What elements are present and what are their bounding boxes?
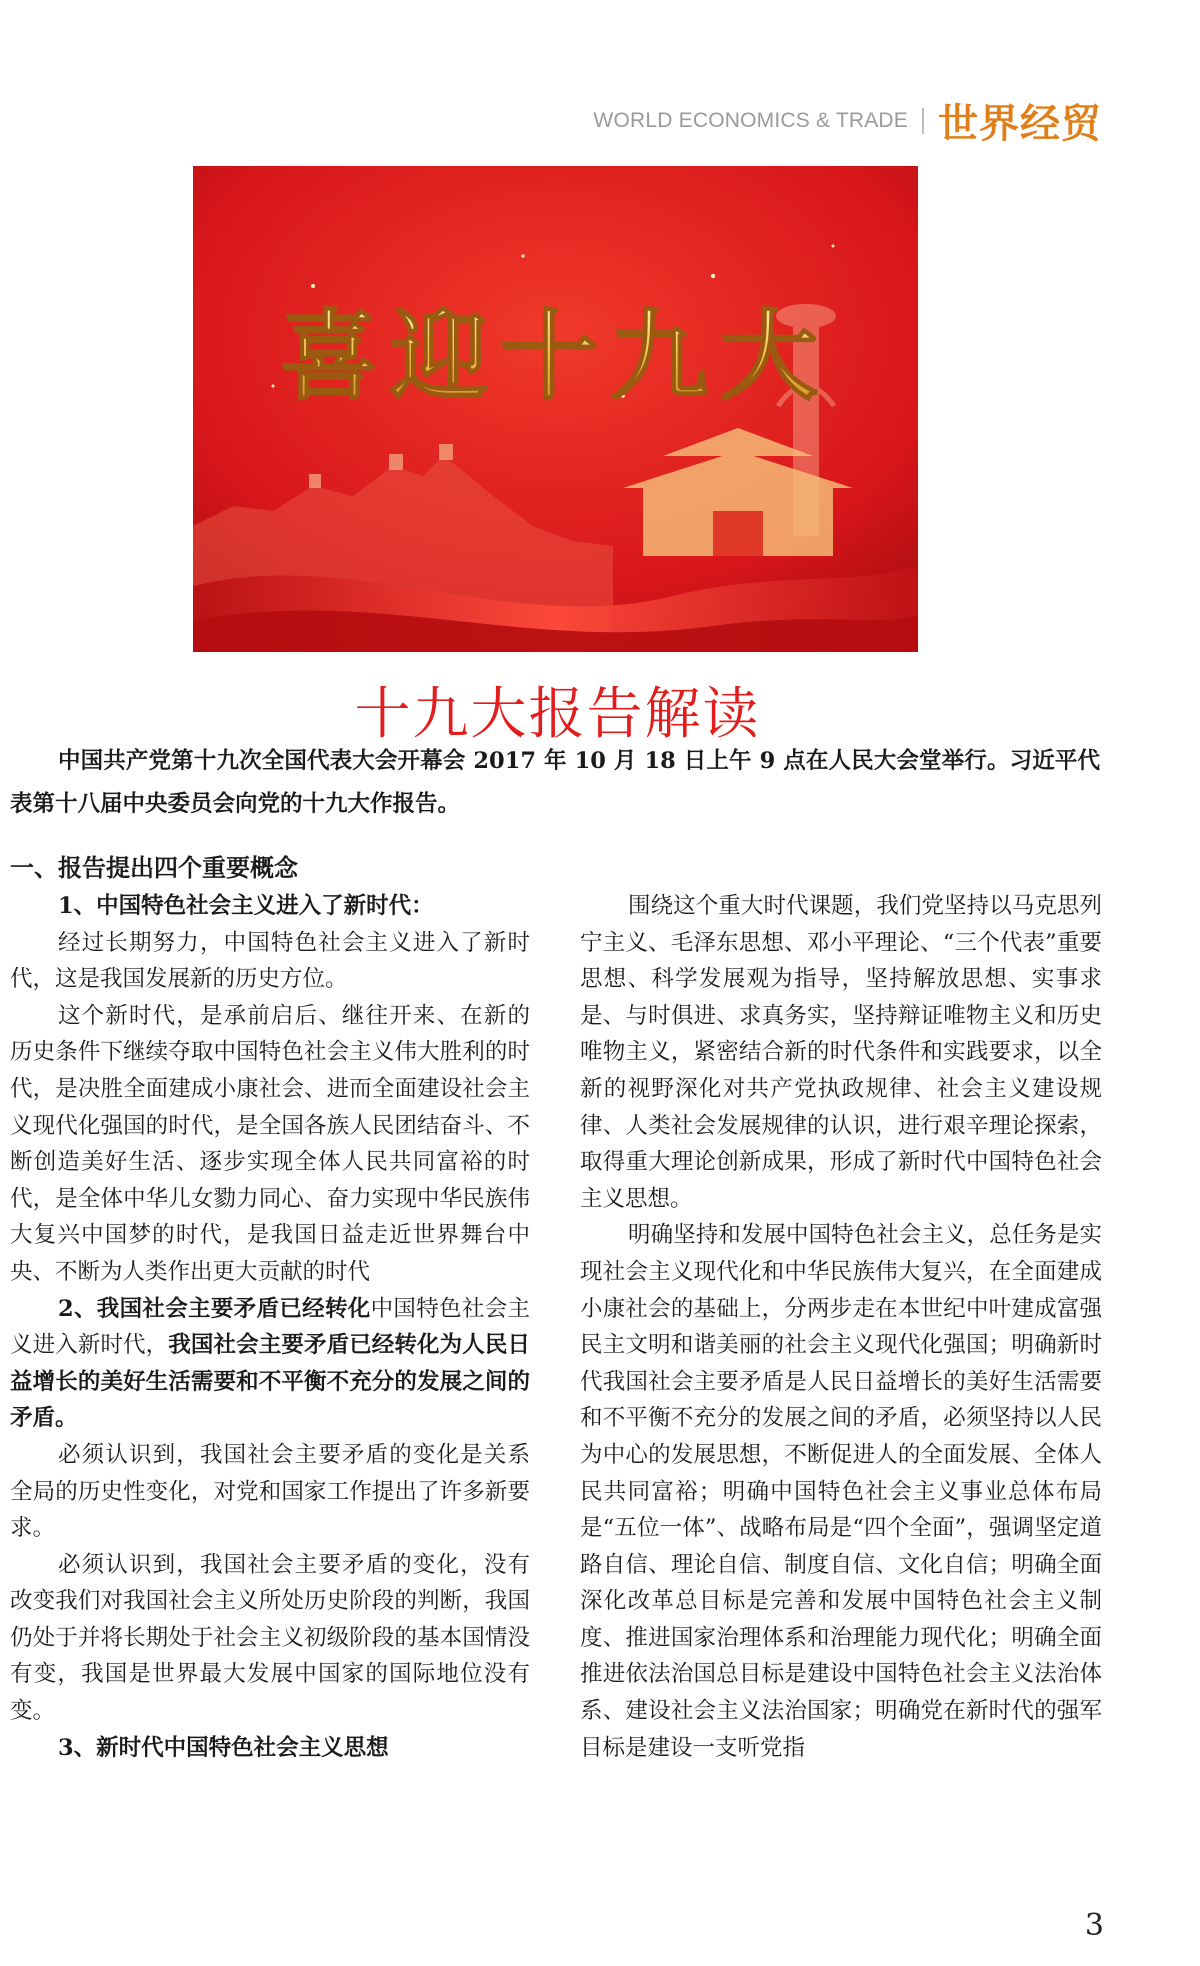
magazine-header [593, 92, 1102, 149]
paragraph: 经过长期努力，中国特色社会主义进入了新时代，这是我国发展新的历史方位。 [10, 929, 530, 993]
article-title: 十九大报告解读 [354, 682, 761, 747]
inline-text: 中国特色社会主义进入新时代， [10, 1295, 530, 1359]
paragraph: 围绕这个重大时代课题，我们党坚持以马克思列宁主义、毛泽东思想、邓小平理论、“三个代表”重要思想、科学发展观为指导，坚持解放思想、实事求是、与时俱进、求真务实，坚持辩证唯物主义和历史唯物主义，紧密结合新的时代条件和实践要求，以全新的视野深化对共产党执政规律、社会主义建设规律、人类社会发展规律的认识，进行艰辛理论探索，取得重大理论创新成果，形成了新时代中国特色社会主义思想。 [580, 893, 1102, 1212]
magazine-name-english: WORLD ECONOMICS & TRADE [593, 108, 908, 132]
header-divider [922, 108, 924, 134]
subheading-thought: 3、新时代中国特色社会主义思想 [58, 1734, 389, 1761]
paragraph: 明确坚持和发展中国特色社会主义，总任务是实现社会主义现代化和中华民族伟大复兴，在全面建成小康社会的基础上，分两步走在本世纪中叶建成富强民主文明和谐美丽的社会主义现代化强国；明确新时代我国社会主要矛盾是人民日益增长的美好生活需要和不平衡不充分的发展之间的矛盾，必须坚持以人民为中心的发展思想，不断促进人的全面发展、全体人民共同富裕；明确中国特色社会主义事业总体布局是“五位一体”、战略布局是“四个全面”，强调坚定道路自信、理论自信、制度自信、文化自信；明确全面深化改革总目标是完善和发展中国特色社会主义制度、推进国家治理体系和治理能力现代化；明确全面推进依法治国总目标是建设中国特色社会主义法治体系、建设社会主义法治国家；明确党在新时代的强军目标是建设一支听党指 [580, 1222, 1102, 1761]
article-intro: 中国共产党第十九次全国代表大会开幕会 2017 年 10 月 18 日上午 9 点在人民大会堂举行。习近平代表第十八届中央委员会向党的十九大作报告。 [10, 748, 1100, 817]
emphasis-text: 我国社会主要矛盾已经转化为人民日益增长的美好生活需要和不平衡不充分的发展之间的矛盾。 [10, 1332, 530, 1432]
paragraph: 这个新时代，是承前启后、继往开来、在新的历史条件下继续夺取中国特色社会主义伟大胜利的时代，是决胜全面建成小康社会、进而全面建设社会主义现代化强国的时代，是全国各族人民团结奋斗、不断创造美好生活、逐步实现全体人民共同富裕的时代，是全体中华儿女勠力同心、奋力实现中华民族伟大复兴中国梦的时代，是我国日益走近世界舞台中央、不断为人类作出更大贡献的时代 [10, 1002, 530, 1285]
subheading-new-era: 1、中国特色社会主义进入了新时代： [58, 893, 434, 919]
subheading-main-contradiction: 2、我国社会主要矛盾已经转化 [58, 1295, 371, 1322]
page-number: 3 [1084, 1908, 1104, 1943]
paragraph: 必须认识到，我国社会主要矛盾的变化是关系全局的历史性变化，对党和国家工作提出了许多新要求。 [10, 1441, 530, 1542]
paragraph: 必须认识到，我国社会主要矛盾的变化，没有改变我们对我国社会主义所处历史阶段的判断，我国仍处于并将长期处于社会主义初级阶段的基本国情没有变，我国是世界最大发展中国家的国际地位没有变。 [10, 1551, 530, 1725]
left-column [10, 888, 530, 1766]
banner-image [193, 166, 918, 652]
section-heading: 一、报告提出四个重要概念 [10, 853, 298, 882]
magazine-name-chinese: 世界经贸 [938, 101, 1102, 147]
right-column [580, 888, 1102, 1766]
banner-caption: 喜迎十九大 [279, 299, 831, 414]
paragraph-main-contradiction [10, 1291, 530, 1437]
